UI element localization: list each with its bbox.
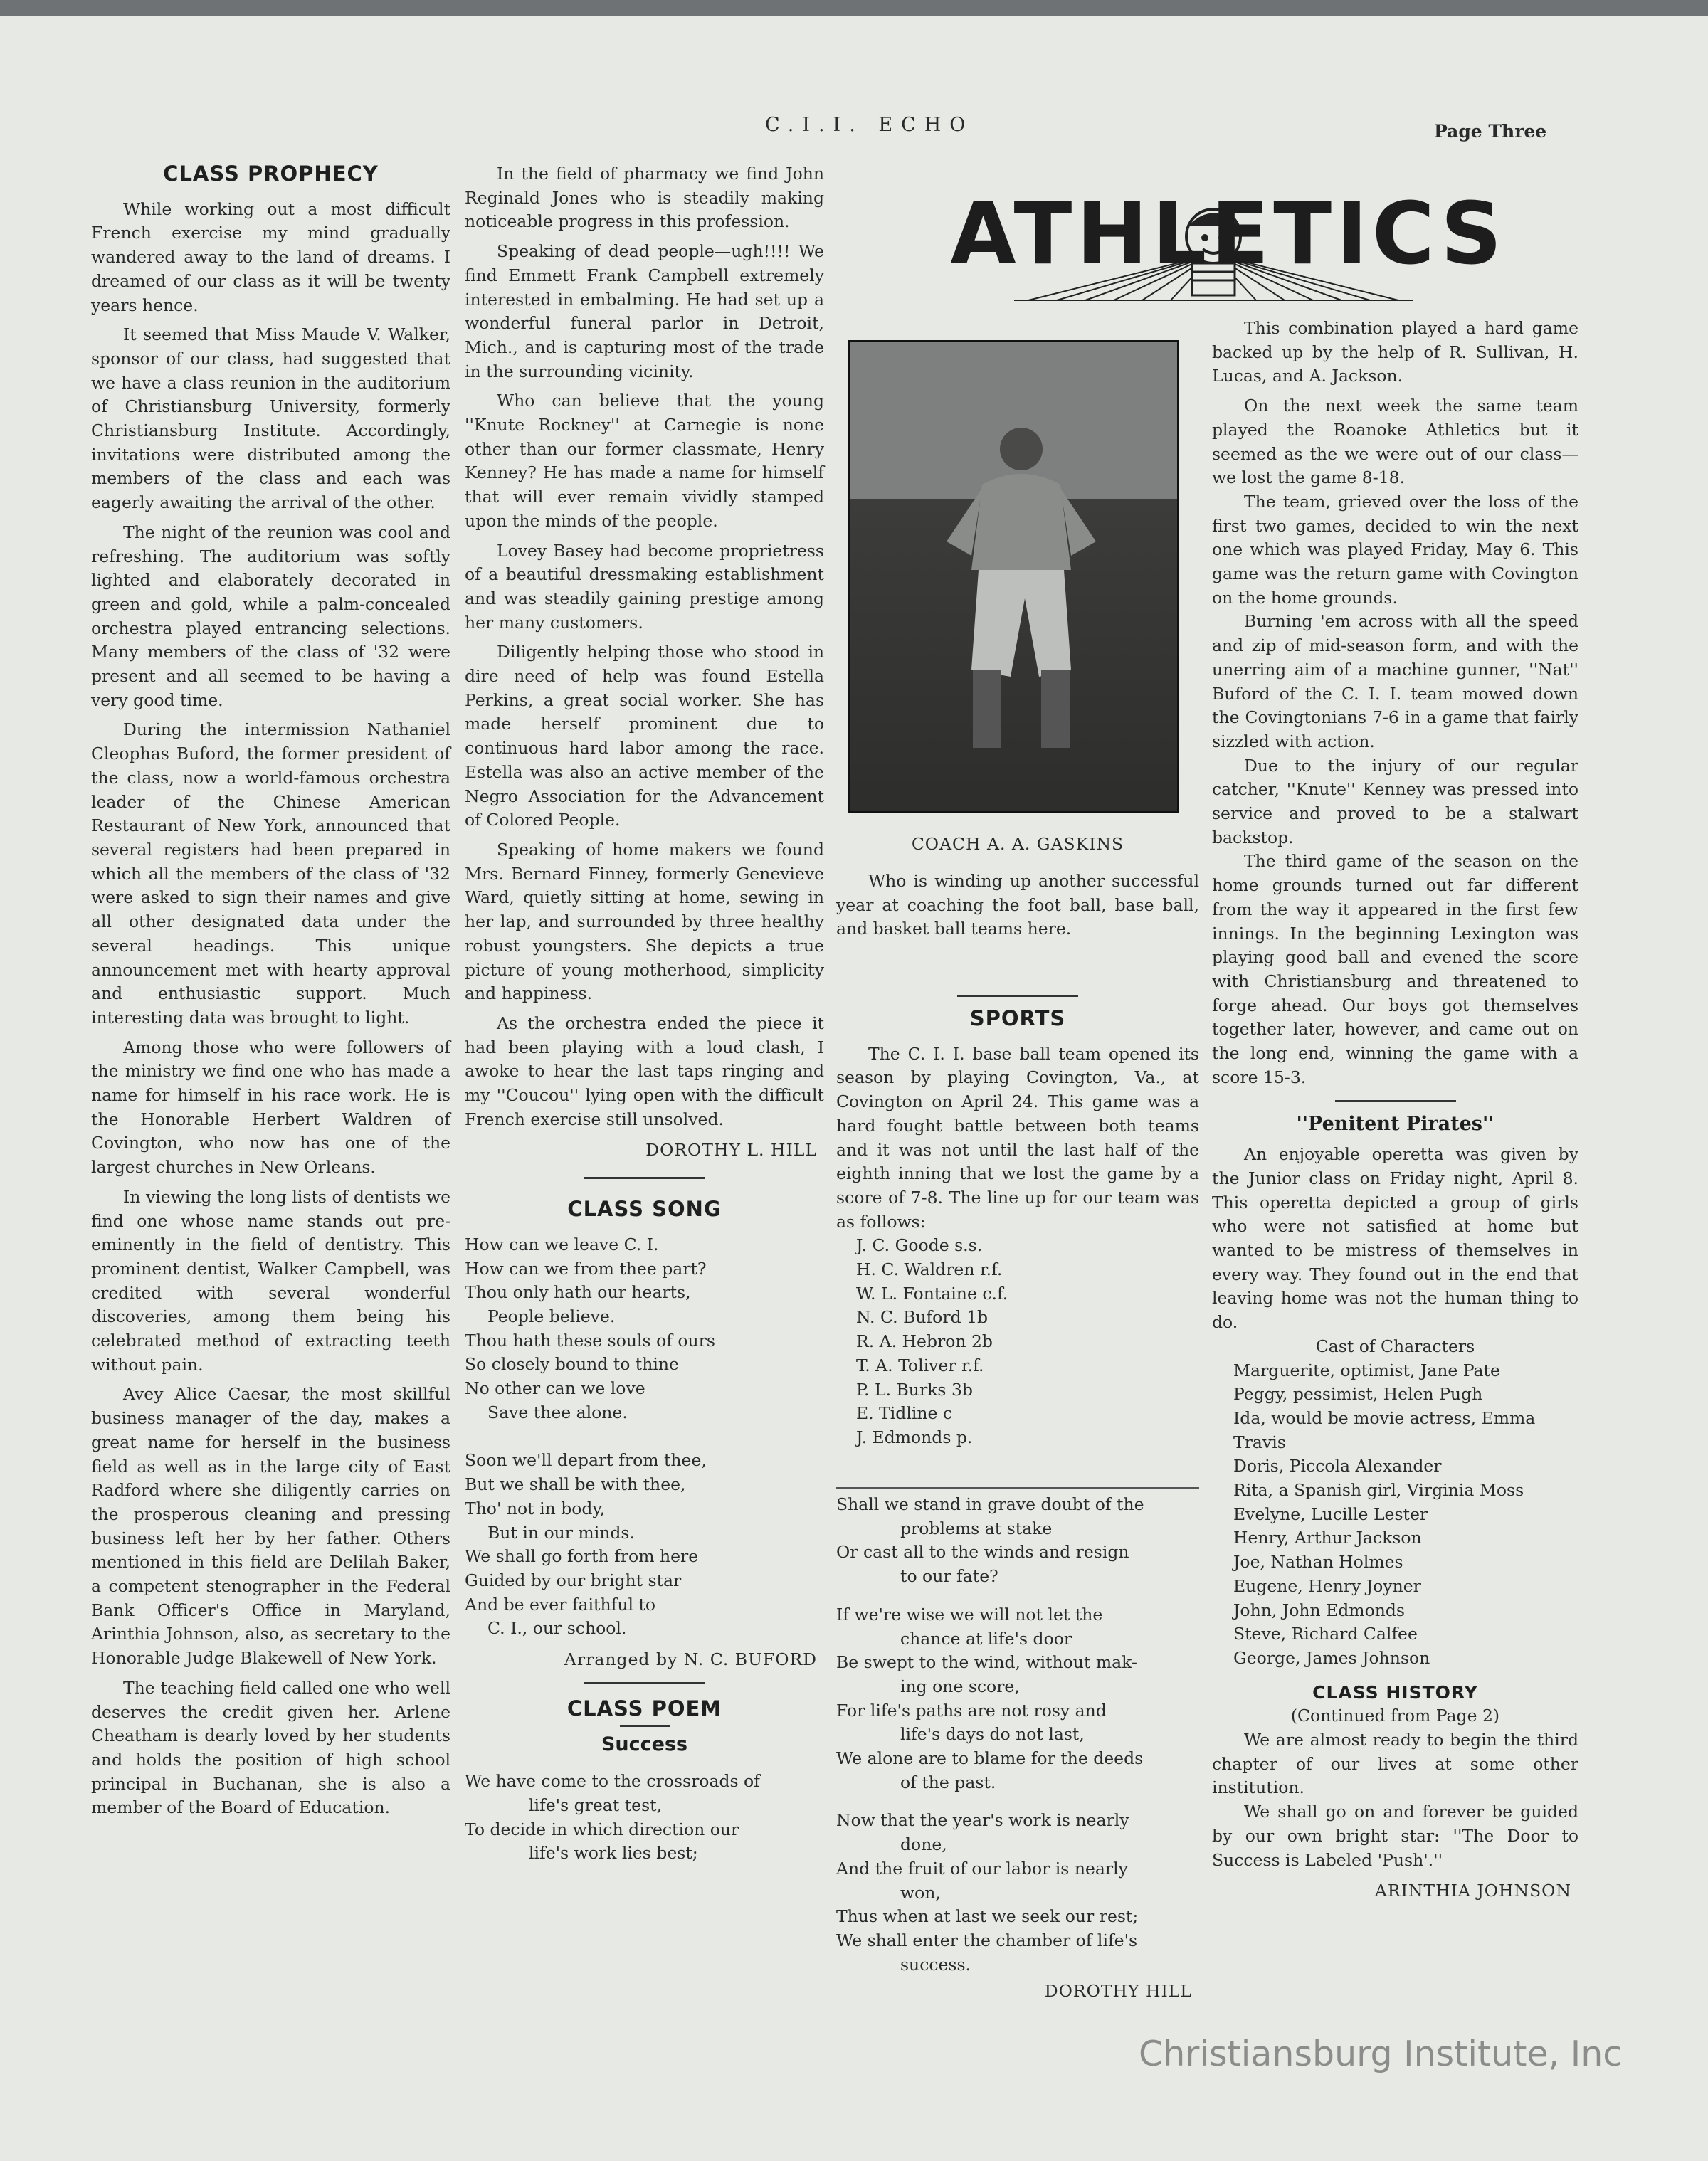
song-line: How can we from thee part?: [465, 1258, 707, 1279]
poem-title: Success: [601, 1733, 688, 1756]
poem-line: To decide in which direction our: [465, 1819, 739, 1839]
paragraph: Avey Alice Caesar, the most skillful business manager of the day, makes a great name for herself in the business field as well as in the large city of East Radford where she diligently carries on the prosperous cleaning and pressing business left her by her father. Others mentioned in this field are Delilah Baker, a competent stenographer in the Federal Bank Officer's Office in Maryland, Arinthia Johnson, also, as secretary to the Honorable Judge Blakewell of New York.: [91, 1384, 450, 1669]
song-line: And be ever faithful to: [465, 1594, 656, 1615]
cast-member: Evelyne, Lucille Lester: [1233, 1504, 1428, 1524]
divider: [1335, 1100, 1456, 1102]
paragraph: In the field of pharmacy we find John Reginald Jones who is steadily making noticeable progress in this profession.: [465, 164, 824, 232]
paragraph: Diligently helping those who stood in dire need of help was found Estella Perkins, a great social worker. She has made herself prominent due to continuous hard labor among the race. Estella was also an active member of the Negro Association for the Advancement of Colored People.: [465, 642, 824, 830]
coach-photo: [848, 340, 1179, 813]
poem-line: Shall we stand in grave doubt of the: [836, 1494, 1144, 1514]
paragraph: Burning 'em across with all the speed and zip of mid-season form, and with the unerring aim of a machine gunner, ''Nat'' Buford of the C. I. I. team mowed down the Covingtonians 7-6 in a game that fairly sizzled with action.: [1212, 611, 1578, 751]
lineup-player: T. A. Toliver r.f.: [856, 1355, 984, 1375]
paragraph: As the orchestra ended the piece it had been playing with a loud clash, I awoke to hear the last taps ringing and my ''Coucou'' lying open with the difficult French exercise still unsolved.: [465, 1013, 824, 1129]
page-top-edge: [0, 0, 1708, 16]
cast-heading: Cast of Characters: [1315, 1336, 1475, 1356]
column-sports-continued: [1212, 317, 1578, 1903]
coach-figure-graphic: [850, 342, 1177, 811]
poem-line: to our fate?: [900, 1566, 998, 1587]
poem-line: problems at stake: [900, 1518, 1053, 1538]
divider: [620, 1725, 670, 1727]
song-line: So closely bound to thine: [465, 1354, 679, 1375]
poem-line: Now that the year's work is nearly: [836, 1810, 1129, 1831]
paragraph: Among those who were followers of the ministry we find one who has made a name for himself in his race work. He is the Honorable Herbert Waldren of Covington, who now has one of the largest churches in New Orleans.: [91, 1037, 450, 1178]
poem-line: won,: [900, 1882, 941, 1903]
paragraph: During the intermission Nathaniel Cleophas Buford, the former president of the class, now a world-famous orchestra leader of the Chinese American Restaurant of New York, announced that several registers had been prepared in which all the members of the class of '32 were asked to sign their names and give all other designated data under the several headings. This unique announcement met with hearty approval and enthusiastic support. Much interesting data was brought to light.: [91, 719, 450, 1027]
poem-line: We alone are to blame for the deeds: [836, 1748, 1144, 1769]
poem-line: life's work lies best;: [529, 1843, 698, 1864]
paragraph: The team, grieved over the loss of the first two games, decided to win the next one which was played Friday, May 6. This game was the return game with Covington on the home grounds.: [1212, 491, 1578, 608]
coach-description: [836, 870, 1199, 941]
sports-heading: SPORTS: [969, 1006, 1066, 1030]
song-line: C. I., our school.: [487, 1618, 627, 1639]
banner-heading: ATHLETICS: [950, 185, 1507, 284]
song-line: Save thee alone.: [487, 1402, 628, 1422]
paragraph: The third game of the season on the home grounds turned out far different from the way it appeared in the first few innings. In the beginning Lexington was playing good ball and evened the score with Christiansburg and threatened to forge ahead. Our boys got themselves together later, however, and came out on the long end, winning the game with a score 15-3.: [1212, 851, 1578, 1087]
cast-member: Peggy, pessimist, Helen Pugh: [1233, 1384, 1483, 1405]
newspaper-title: C.I.I. ECHO: [765, 114, 974, 136]
divider: [836, 1487, 1199, 1489]
prophecy-signature: DOROTHY L. HILL: [645, 1140, 817, 1161]
class-history-subheading: (Continued from Page 2): [1290, 1706, 1500, 1726]
song-line: Soon we'll depart from thee,: [465, 1450, 707, 1471]
lineup-player: J. C. Goode s.s.: [856, 1235, 983, 1256]
poem-line: life's great test,: [529, 1795, 663, 1815]
class-prophecy-heading: CLASS PROPHECY: [163, 162, 379, 186]
column-prophecy-continued: [465, 162, 824, 1866]
poem-line: And the fruit of our labor is nearly: [836, 1858, 1128, 1879]
paragraph: We are almost ready to begin the third chapter of our lives at some other institution.: [1212, 1730, 1578, 1798]
class-poem-start: [465, 1770, 824, 1866]
stanza-gap: [465, 1425, 824, 1449]
cast-member: Doris, Piccola Alexander: [1233, 1456, 1442, 1476]
song-line: No other can we love: [465, 1378, 645, 1399]
lineup-player: E. Tidline c: [856, 1403, 953, 1424]
poem-line: We shall enter the chamber of life's: [836, 1930, 1138, 1950]
cast-member: John, John Edmonds: [1233, 1600, 1405, 1620]
poem-line: Be swept to the wind, without mak-: [836, 1652, 1137, 1673]
page-number: Page Three: [1434, 121, 1547, 142]
paragraph: Who is winding up another successful year at coaching the foot ball, base ball, and basket ball teams here.: [836, 871, 1199, 939]
divider: [957, 995, 1078, 997]
song-line: Guided by our bright star: [465, 1570, 682, 1590]
cast-member: Marguerite, optimist, Jane Pate: [1233, 1360, 1500, 1380]
paragraph: This combination played a hard game backed up by the help of R. Sullivan, H. Lucas, and A. Jackson.: [1212, 318, 1578, 386]
paragraph: In viewing the long lists of dentists we find one whose name stands out pre-eminently in the field of dentistry. This prominent dentist, Walker Campbell, was credited with several wonderful discoveries, among them being his celebrated method of extracting teeth without pain.: [91, 1186, 450, 1375]
song-line: But in our minds.: [487, 1522, 635, 1543]
divider: [584, 1682, 705, 1684]
cast-member: Henry, Arthur Jackson: [1233, 1528, 1422, 1548]
lineup-player: W. L. Fontaine c.f.: [856, 1283, 1008, 1304]
paragraph: The teaching field called one who well deserves the credit given her. Arlene Cheatham is dearly loved by her students and holds the position of high school principal in Buchanan, she is also a member of the Board of Education.: [91, 1677, 450, 1818]
paragraph: While working out a most difficult French exercise my mind gradually wandered away to the land of dreams. I dreamed of our class as it will be twenty years hence.: [91, 199, 450, 315]
poem-line: chance at life's door: [900, 1628, 1072, 1649]
poem-line: done,: [900, 1834, 947, 1855]
paragraph: The night of the reunion was cool and refreshing. The auditorium was softly lighted and elaborately decorated in green and gold, while a palm-concealed orchestra played entrancing selections. Many members of the class of '32 were present and all seemed to be having a very good time.: [91, 522, 450, 710]
class-poem-continued: [836, 1487, 1199, 2004]
poem-signature: DOROTHY HILL: [1044, 1981, 1192, 2002]
team-lineup: [836, 1234, 1199, 1449]
class-song-heading: CLASS SONG: [567, 1197, 722, 1222]
paragraph: Lovey Basey had become proprietress of a beautiful dressmaking establishment and was steadily gaining prestige among her many customers.: [465, 540, 824, 633]
poem-line: success.: [900, 1954, 971, 1975]
lineup-player: N. C. Buford 1b: [856, 1307, 989, 1328]
poem-line: ing one score,: [900, 1676, 1020, 1696]
paragraph: The C. I. I. base ball team opened its season by playing Covington, Va., at Covington on April 24. This game was a hard fought battle between both teams and it was not until the last half of the eighth inning that we lost the game by a score of 7-8. The line up for our team was as follows:: [836, 1043, 1199, 1232]
lineup-player: J. Edmonds p.: [856, 1427, 973, 1447]
cast-member: Ida, would be movie actress, Emma Travis: [1233, 1407, 1536, 1452]
paragraph: An enjoyable operetta was given by the Junior class on Friday night, April 8. This operetta depicted a group of girls who were not satisfied at home but wanted to be mistress of themselves in every way. They found out in the end that leaving home was not the human thing to do.: [1212, 1144, 1578, 1333]
song-line: Thou only hath our hearts,: [465, 1282, 691, 1303]
paragraph: Who can believe that the young ''Knute Rockney'' at Carnegie is none other than our former classmate, Henry Kenney? He has made a name for himself that will ever remain vividly stamped upon the minds of the people.: [465, 391, 824, 531]
lineup-player: R. A. Hebron 2b: [856, 1331, 993, 1352]
class-history-heading: CLASS HISTORY: [1312, 1681, 1478, 1703]
sports-section: [836, 995, 1199, 1450]
photo-caption: COACH A. A. GASKINS: [911, 834, 1124, 854]
cast-member: Eugene, Henry Joyner: [1233, 1575, 1421, 1596]
lineup-player: P. L. Burks 3b: [856, 1379, 973, 1400]
poem-line: For life's paths are not rosy and: [836, 1700, 1107, 1721]
paragraph: It seemed that Miss Maude V. Walker, sponsor of our class, had suggested that we have a class reunion in the auditorium of Christiansburg University, formerly Christiansburg Institute. Accordingly, invitations were distributed among the members of the class and each was eagerly awaiting the arrival of the other.: [91, 324, 450, 513]
poem-line: If we're wise we will not let the: [836, 1604, 1103, 1624]
poem-line: Or cast all to the winds and resign: [836, 1542, 1129, 1563]
watermark: Christiansburg Institute, Inc: [1139, 2034, 1623, 2074]
song-line: Tho' not in body,: [465, 1498, 606, 1518]
song-line: But we shall be with thee,: [465, 1474, 686, 1495]
history-signature: ARINTHIA JOHNSON: [1374, 1881, 1571, 1901]
athletics-banner: [950, 185, 1507, 304]
class-song: [465, 1233, 824, 1641]
divider: [584, 1177, 705, 1179]
paragraph: Speaking of home makers we found Mrs. Bernard Finney, formerly Genevieve Ward, quietly sitting at home, sewing in her lap, and surrounded by three healthy robust youngsters. She depicts a true picture of young motherhood, simplicity and happiness.: [465, 839, 824, 1004]
cast-member: Rita, a Spanish girl, Virginia Moss: [1233, 1480, 1524, 1501]
paragraph: On the next week the same team played the Roanoke Athletics but it seemed as the we were out of our class—we lost the game 8-18.: [1212, 396, 1578, 488]
paragraph: We shall go on and forever be guided by our own bright star: ''The Door to Success is Labeled 'Push'.'': [1212, 1802, 1578, 1870]
poem-line: life's days do not last,: [900, 1724, 1085, 1745]
poem-line: We have come to the crossroads of: [465, 1771, 760, 1792]
song-line: People believe.: [487, 1306, 616, 1326]
page-header: [0, 114, 1708, 142]
class-poem-heading: CLASS POEM: [566, 1696, 722, 1721]
column-class-prophecy: [91, 162, 450, 1826]
song-credit: Arranged by N. C. BUFORD: [564, 1649, 817, 1670]
poem-line: of the past.: [900, 1772, 996, 1792]
song-line: How can we leave C. I.: [465, 1234, 659, 1254]
cast-member: George, James Johnson: [1233, 1647, 1430, 1668]
paragraph: Due to the injury of our regular catcher, ''Knute'' Kenney was pressed into service and proved to be a stalwart backstop.: [1212, 755, 1578, 847]
song-line: We shall go forth from here: [465, 1546, 699, 1567]
cast-member: Steve, Richard Calfee: [1233, 1624, 1418, 1644]
lineup-player: H. C. Waldren r.f.: [856, 1259, 1003, 1280]
penitent-pirates-heading: ''Penitent Pirates'': [1296, 1112, 1494, 1135]
poem-line: Thus when at last we seek our rest;: [836, 1906, 1139, 1927]
song-line: Thou hath these souls of ours: [465, 1330, 715, 1351]
cast-list: [1212, 1359, 1578, 1671]
cast-member: Joe, Nathan Holmes: [1233, 1552, 1403, 1573]
paragraph: Speaking of dead people—ugh!!!! We find Emmett Frank Campbell extremely interested in embalming. He had set up a wonderful funeral parlor in Detroit, Mich., and is capturing most of the trade in the surrounding vicinity.: [465, 241, 824, 381]
